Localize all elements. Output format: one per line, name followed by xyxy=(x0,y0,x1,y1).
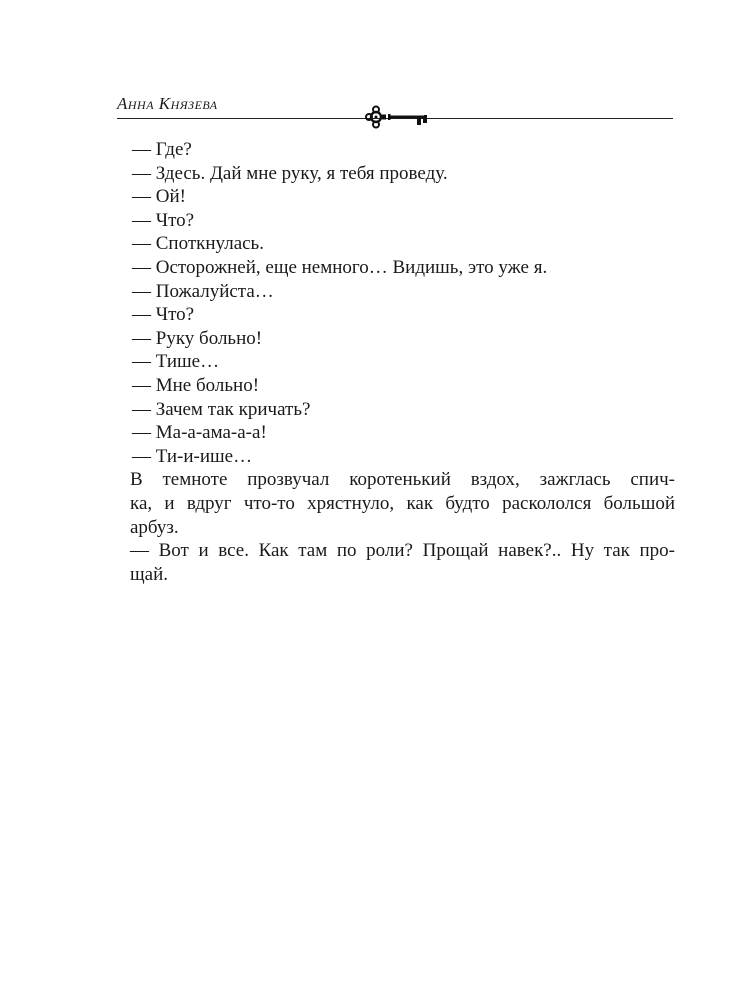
paragraph-line: — Вот и все. Как там по роли? Прощай навек?.. Ну так про- xyxy=(130,540,675,562)
paragraph-line: В темноте прозвучал коротенький вздох, зажглась спич- xyxy=(130,469,675,491)
dialogue-line: — Зачем так кричать? xyxy=(132,398,311,420)
closing-paragraph xyxy=(130,539,675,586)
paragraph-line: щай. xyxy=(130,563,168,585)
dialogue-line: — Здесь. Дай мне руку, я тебя проведу. xyxy=(132,162,448,184)
narrative-paragraph xyxy=(130,468,675,539)
dialogue-line: — Что? xyxy=(132,209,195,231)
dialogue-line: — Мне больно! xyxy=(132,374,260,396)
key-icon xyxy=(365,104,435,130)
dialogue-line: — Где? xyxy=(132,139,192,160)
dialogue-line: — Ой! xyxy=(132,186,186,208)
author-name: Анна Князева xyxy=(117,94,218,113)
paragraph-line: арбуз. xyxy=(130,516,179,538)
running-header xyxy=(117,90,673,130)
dialogue-line: — Тише… xyxy=(132,351,220,373)
dialogue-line: — Ма-а-ама-а-а! xyxy=(132,422,267,444)
dialogue-line: — Осторожней, еще немного… Видишь, это уже я. xyxy=(132,256,548,278)
paragraph-line: ка, и вдруг что-то хрястнуло, как будто раскололся большой xyxy=(130,492,675,514)
dialogue-line: — Что? xyxy=(132,304,195,326)
dialogue-line: — Ти-и-ише… xyxy=(132,445,253,467)
dialogue-line: — Руку больно! xyxy=(132,327,263,349)
dialogue-line: — Пожалуйста… xyxy=(132,280,274,302)
dialogue-line: — Споткнулась. xyxy=(132,233,264,255)
page-body xyxy=(130,138,675,586)
